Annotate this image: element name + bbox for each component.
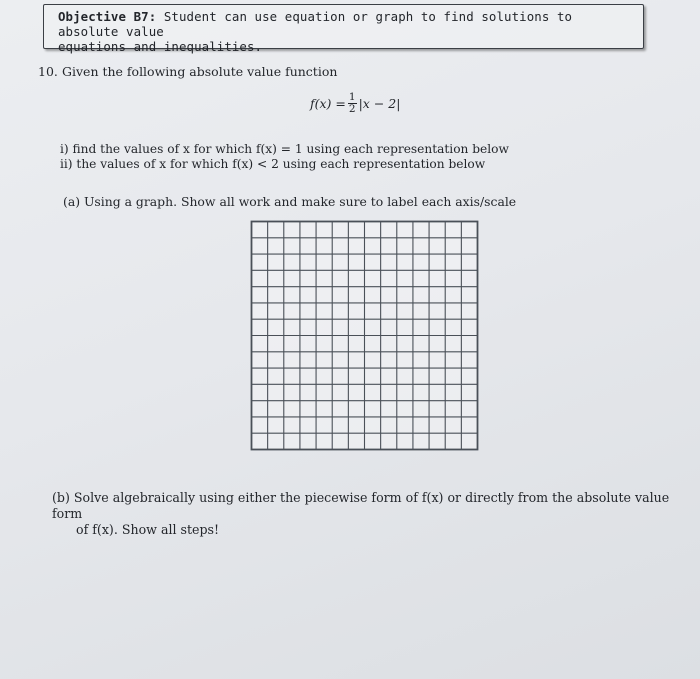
part-b-line1: (b) Solve algebraically using either the piecewise form of f(x) or directly from the absolute value form xyxy=(52,490,670,521)
formula-rhs: |x − 2| xyxy=(358,96,401,111)
fraction-denominator: 2 xyxy=(348,103,356,115)
part-b-line2: of f(x). Show all steps! xyxy=(76,522,220,537)
graph-grid[interactable] xyxy=(250,220,479,451)
function-formula xyxy=(310,92,400,115)
question-number: 10. xyxy=(38,64,58,79)
part-b-instruction xyxy=(52,490,672,538)
objective-box xyxy=(43,4,644,54)
objective-label: Objective B7: xyxy=(58,9,157,24)
part-i-instruction: i) find the values of x for which f(x) = 1 using each representation below xyxy=(60,142,509,156)
question-prompt: Given the following absolute value function xyxy=(62,64,338,79)
objective-text-line1: Student can use equation or graph to find solutions to absolute value xyxy=(58,9,573,39)
formula-fraction xyxy=(348,92,357,115)
part-ii-instruction: ii) the values of x for which f(x) < 2 using each representation below xyxy=(60,157,486,171)
formula-lhs: f(x) = xyxy=(310,96,346,111)
part-a-instruction: (a) Using a graph. Show all work and make sure to label each axis/scale xyxy=(63,194,517,209)
objective-text-line2: equations and inequalities. xyxy=(58,39,263,54)
grid-svg[interactable] xyxy=(250,220,479,451)
fraction-numerator: 1 xyxy=(348,91,356,103)
